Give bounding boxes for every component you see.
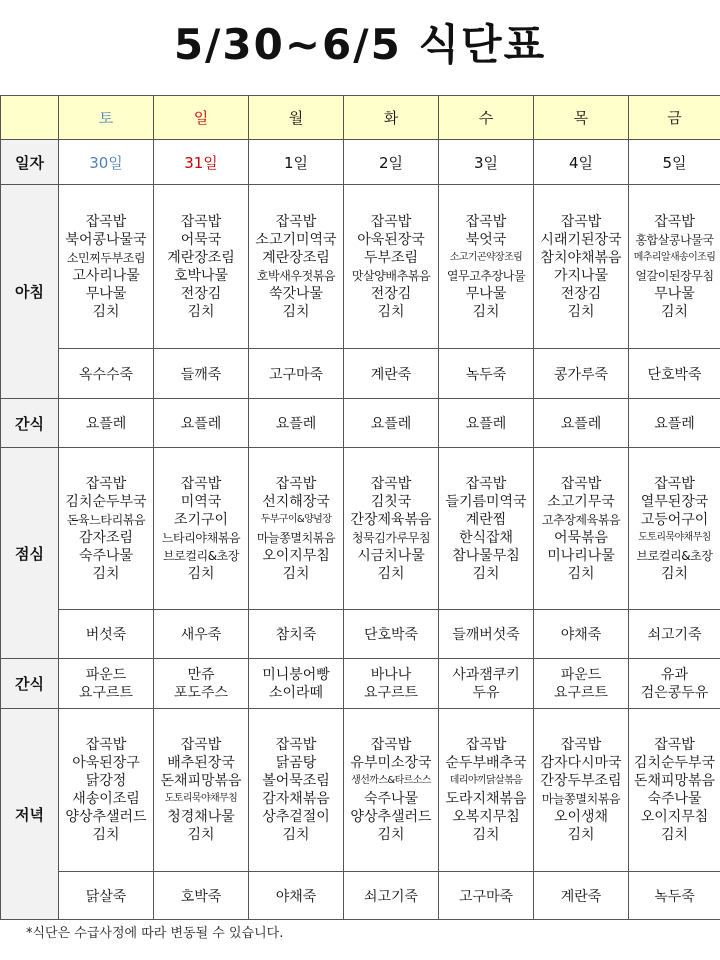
dish-item: 계란장조림 xyxy=(262,249,330,266)
dish-item: 양상추샐러드 xyxy=(350,809,432,825)
dinner-label: 저녁 xyxy=(1,709,59,920)
dinner-cell xyxy=(344,709,439,872)
dish-item: 참치야채볶음 xyxy=(540,249,622,266)
dish-item: 참나물무침 xyxy=(452,547,520,564)
dish-item: 오복지무침 xyxy=(452,809,520,825)
dish-item: 어묵볶음 xyxy=(553,529,609,546)
dish-item: 무나물 xyxy=(465,285,507,302)
morning-snack-row xyxy=(1,399,720,448)
dinner-cell xyxy=(59,709,154,872)
dish-item: 잡곡밥 xyxy=(654,737,695,753)
dish-item: 도라지채볶음 xyxy=(445,791,527,807)
dish-item: 느타리야채볶음 xyxy=(161,530,241,545)
page-title: 5/30~6/5 식단표 xyxy=(173,20,547,69)
porridge-cell: 새우죽 xyxy=(154,610,249,659)
dish-item: 고사리나물 xyxy=(72,267,140,284)
dish-item: 오이지무침 xyxy=(262,547,330,564)
dish-item: 감자다시마국 xyxy=(540,755,622,771)
porridge-cell: 고구마죽 xyxy=(249,349,344,399)
porridge-cell: 단호박죽 xyxy=(344,610,439,659)
dish-item: 한식잡채 xyxy=(458,529,514,546)
dish-item: 돈육느타리볶음 xyxy=(66,512,146,527)
dish-item: 시금치나물 xyxy=(357,547,425,564)
porridge-cell: 버섯죽 xyxy=(59,610,154,659)
dish-item: 열무고추장나물 xyxy=(446,268,526,283)
dish-item: 마늘쫑멸치볶음 xyxy=(541,792,621,806)
dish-item: 무나물 xyxy=(85,285,127,302)
lunch-row xyxy=(1,448,720,610)
dinner-cell xyxy=(629,709,720,872)
dish-item: 소고기곤약장조림 xyxy=(449,251,523,263)
lunch-cell xyxy=(439,448,534,610)
date-row xyxy=(1,140,720,185)
weekday-mon: 월 xyxy=(249,96,344,140)
dinner-cell xyxy=(534,709,629,872)
dish-item: 잡곡밥 xyxy=(560,213,602,230)
date-cell: 4일 xyxy=(534,140,629,185)
lunch-cell xyxy=(154,448,249,610)
snack-cell: 요플레 xyxy=(439,399,534,448)
dish-item: 잡곡밥 xyxy=(560,475,602,492)
dish-item: 잡곡밥 xyxy=(654,213,695,230)
porridge-cell: 들깨버섯죽 xyxy=(439,610,534,659)
porridge-cell: 야채죽 xyxy=(534,610,629,659)
porridge-cell: 참치죽 xyxy=(249,610,344,659)
porridge-cell: 쇠고기죽 xyxy=(629,610,720,659)
dish-item: 돈채피망볶음 xyxy=(633,773,716,789)
porridge-cell: 호박죽 xyxy=(154,872,249,920)
dish-item: 계란찜 xyxy=(465,511,507,528)
dish-item: 김치 xyxy=(282,565,310,582)
dish-item: 전장김 xyxy=(560,285,602,302)
dish-item: 마늘쫑멸치볶음 xyxy=(256,530,336,545)
dish-item: 배추된장국 xyxy=(167,755,235,771)
dish-item: 오이생채 xyxy=(553,809,609,825)
porridge-cell: 계란죽 xyxy=(534,872,629,920)
dish-item: 무나물 xyxy=(654,285,695,302)
date-cell: 5일 xyxy=(629,140,720,185)
snack-cell: 요플레 xyxy=(629,399,720,448)
dish-item: 잡곡밥 xyxy=(275,475,317,492)
porridge-cell: 옥수수죽 xyxy=(59,349,154,399)
weekday-sun: 일 xyxy=(154,96,249,140)
porridge-cell: 야채죽 xyxy=(249,872,344,920)
date-cell: 30일 xyxy=(59,140,154,185)
dish-item: 아욱된장국 xyxy=(357,231,425,248)
weekday-wed: 수 xyxy=(439,96,534,140)
dish-item: 아욱된장구 xyxy=(72,755,140,771)
dish-item: 김치 xyxy=(567,827,595,843)
dish-item: 볼어묵조림 xyxy=(262,773,330,789)
dinner-row xyxy=(1,709,720,872)
dish-item: 잡곡밥 xyxy=(465,475,507,492)
date-cell: 2일 xyxy=(344,140,439,185)
meal-table xyxy=(0,95,720,920)
dish-item: 가지나물 xyxy=(553,267,609,284)
dish-item: 잡곡밥 xyxy=(275,737,317,753)
dish-item: 데리야끼닭살볶음 xyxy=(449,775,523,786)
dish-item: 김치 xyxy=(282,303,310,320)
porridge-cell: 녹두죽 xyxy=(629,872,720,920)
dish-item: 잡곡밥 xyxy=(370,475,412,492)
snack-cell: 파운드 요구르트 xyxy=(534,659,629,709)
date-cell: 1일 xyxy=(249,140,344,185)
lunch-label: 점심 xyxy=(1,448,59,659)
porridge-cell: 녹두죽 xyxy=(439,349,534,399)
snack-cell: 요플레 xyxy=(249,399,344,448)
dish-item: 브로컬리&초장 xyxy=(162,548,240,563)
dish-item: 전장김 xyxy=(180,285,222,302)
dish-item: 잡곡밥 xyxy=(560,737,602,753)
breakfast-cell xyxy=(344,185,439,349)
dish-item: 고추장제육볶음 xyxy=(541,512,621,527)
dish-item: 선지해장국 xyxy=(262,493,330,510)
dish-item: 김치 xyxy=(660,565,689,582)
weekday-row xyxy=(1,96,720,140)
snack-cell: 파운드 요구르트 xyxy=(59,659,154,709)
dish-item: 새송이조림 xyxy=(72,791,140,807)
dish-item: 고등어구이 xyxy=(640,511,709,528)
dish-item: 소민찌두부조림 xyxy=(66,250,146,265)
dish-item: 얼갈이된장무침 xyxy=(635,268,714,283)
dish-item: 들기름미역국 xyxy=(445,493,527,510)
dish-item: 김치 xyxy=(377,565,405,582)
dish-item: 소고기미역국 xyxy=(255,231,337,248)
dish-item: 두부조림 xyxy=(363,249,419,266)
dish-item: 도토리묵야채무침 xyxy=(164,793,238,804)
dish-item: 조기구이 xyxy=(173,511,229,528)
dish-item: 김치 xyxy=(567,565,595,582)
weekday-fri: 금 xyxy=(629,96,720,140)
afternoon-snack-row xyxy=(1,659,720,709)
dish-item: 잡곡밥 xyxy=(85,213,127,230)
dish-item: 미나리나물 xyxy=(547,547,615,564)
porridge-cell: 계란죽 xyxy=(344,349,439,399)
dish-item: 미역국 xyxy=(180,493,222,510)
dish-item: 잡곡밥 xyxy=(180,737,222,753)
porridge-cell: 쇠고기죽 xyxy=(344,872,439,920)
dish-item: 숙주나물 xyxy=(647,791,702,807)
lunch-cell xyxy=(59,448,154,610)
breakfast-cell xyxy=(629,185,720,349)
dish-item: 김치 xyxy=(282,827,310,843)
breakfast-label: 아침 xyxy=(1,185,59,399)
dinner-cell xyxy=(439,709,534,872)
snack-label: 간식 xyxy=(1,659,59,709)
breakfast-row xyxy=(1,185,720,349)
dish-item: 생선까스&타르소스 xyxy=(351,775,431,786)
dish-item: 어묵국 xyxy=(180,231,222,248)
breakfast-cell xyxy=(534,185,629,349)
dish-item: 브로컬리&초장 xyxy=(636,548,713,563)
dish-item: 전장김 xyxy=(370,285,412,302)
dish-item: 김치 xyxy=(377,303,405,320)
weekday-tue: 화 xyxy=(344,96,439,140)
dish-item: 닭강정 xyxy=(85,773,127,789)
dinner-porridge-row xyxy=(1,872,720,920)
dish-item: 시래기된장국 xyxy=(540,231,622,248)
breakfast-porridge-row xyxy=(1,349,720,399)
dish-item: 계란장조림 xyxy=(167,249,235,266)
snack-cell: 만쥬 포도주스 xyxy=(154,659,249,709)
dish-item: 간장제육볶음 xyxy=(350,511,432,528)
dish-item: 잡곡밥 xyxy=(275,213,317,230)
dish-item: 홍합살콩나물국 xyxy=(635,232,714,247)
dish-item: 청묵김가루무침 xyxy=(351,530,431,545)
snack-cell: 사과잼쿠키 두유 xyxy=(439,659,534,709)
breakfast-cell xyxy=(249,185,344,349)
dish-item: 김치 xyxy=(187,827,215,843)
breakfast-cell xyxy=(439,185,534,349)
dish-item: 김치순두부국 xyxy=(633,755,716,771)
dish-item: 잡곡밥 xyxy=(465,213,507,230)
snack-cell: 미니붕어빵 소이라떼 xyxy=(249,659,344,709)
date-cell: 3일 xyxy=(439,140,534,185)
snack-cell: 요플레 xyxy=(154,399,249,448)
dish-item: 김치 xyxy=(472,827,500,843)
porridge-cell: 단호박죽 xyxy=(629,349,720,399)
dish-item: 잡곡밥 xyxy=(180,475,222,492)
footnote: *식단은 수급사정에 따라 변동될 수 있습니다. xyxy=(26,926,284,941)
date-label: 일자 xyxy=(1,140,59,185)
dish-item: 소고기무국 xyxy=(547,493,615,510)
dish-item: 오이지무침 xyxy=(640,809,709,825)
dish-item: 맛살양배추볶음 xyxy=(351,268,431,283)
dish-item: 감자조림 xyxy=(78,529,134,546)
dish-item: 호박새우젓볶음 xyxy=(256,268,336,283)
snack-cell: 유과 검은콩두유 xyxy=(629,659,720,709)
dish-item: 김치 xyxy=(92,827,120,843)
dish-item: 김치 xyxy=(660,303,689,320)
dish-item: 돈채피망볶음 xyxy=(160,773,242,789)
snack-cell: 요플레 xyxy=(59,399,154,448)
dish-item: 상추겉절이 xyxy=(262,809,330,825)
dish-item: 잡곡밥 xyxy=(370,213,412,230)
dinner-cell xyxy=(154,709,249,872)
dish-item: 양상추샐러드 xyxy=(65,809,147,825)
porridge-cell: 콩가루죽 xyxy=(534,349,629,399)
dish-item: 잡곡밥 xyxy=(370,737,412,753)
porridge-cell: 들깨죽 xyxy=(154,349,249,399)
dish-item: 유부미소장국 xyxy=(350,755,432,771)
dish-item: 호박나물 xyxy=(173,267,229,284)
dish-item: 김칫국 xyxy=(370,493,412,510)
dish-item: 열무된장국 xyxy=(640,493,709,510)
dinner-cell xyxy=(249,709,344,872)
weekday-sat: 토 xyxy=(59,96,154,140)
dish-item: 메추리알새송이조림 xyxy=(633,251,716,263)
snack-cell: 요플레 xyxy=(534,399,629,448)
dish-item: 김치 xyxy=(92,565,120,582)
dish-item: 김치 xyxy=(92,303,120,320)
dish-item: 북엇국 xyxy=(465,231,507,248)
dish-item: 김치 xyxy=(472,303,500,320)
dish-item: 순두부배추국 xyxy=(445,755,527,771)
dish-item: 잡곡밥 xyxy=(465,737,507,753)
dish-item: 닭곰탕 xyxy=(275,755,317,771)
dish-item: 숙주나물 xyxy=(78,547,134,564)
lunch-cell xyxy=(249,448,344,610)
dish-item: 김치 xyxy=(660,827,689,843)
dish-item: 잡곡밥 xyxy=(180,213,222,230)
dish-item: 감자채볶음 xyxy=(262,791,330,807)
porridge-cell: 고구마죽 xyxy=(439,872,534,920)
breakfast-cell xyxy=(154,185,249,349)
dish-item: 두부구이&양념장 xyxy=(260,513,332,525)
dish-item: 도토리묵야채무침 xyxy=(638,531,711,543)
snack-label: 간식 xyxy=(1,399,59,448)
dish-item: 김치 xyxy=(187,565,215,582)
snack-cell: 요플레 xyxy=(344,399,439,448)
weekday-thu: 목 xyxy=(534,96,629,140)
dish-item: 김치 xyxy=(472,565,500,582)
snack-cell: 바나나 요구르트 xyxy=(344,659,439,709)
lunch-cell xyxy=(629,448,720,610)
dish-item: 북어콩나물국 xyxy=(65,231,147,248)
dish-item: 김치 xyxy=(377,827,405,843)
dish-item: 숙주나물 xyxy=(363,791,419,807)
dish-item: 김치 xyxy=(567,303,595,320)
corner-cell xyxy=(1,96,59,140)
dish-item: 청경채나물 xyxy=(167,809,235,825)
lunch-cell xyxy=(344,448,439,610)
dish-item: 잡곡밥 xyxy=(85,737,127,753)
lunch-porridge-row xyxy=(1,610,720,659)
lunch-cell xyxy=(534,448,629,610)
dish-item: 김치 xyxy=(187,303,215,320)
breakfast-cell xyxy=(59,185,154,349)
dish-item: 김치순두부국 xyxy=(65,493,147,510)
dish-item: 잡곡밥 xyxy=(654,475,695,492)
dish-item: 잡곡밥 xyxy=(85,475,127,492)
dish-item: 쑥갓나물 xyxy=(268,285,324,302)
porridge-cell: 닭살죽 xyxy=(59,872,154,920)
dish-item: 간장두부조림 xyxy=(540,773,622,789)
date-cell: 31일 xyxy=(154,140,249,185)
